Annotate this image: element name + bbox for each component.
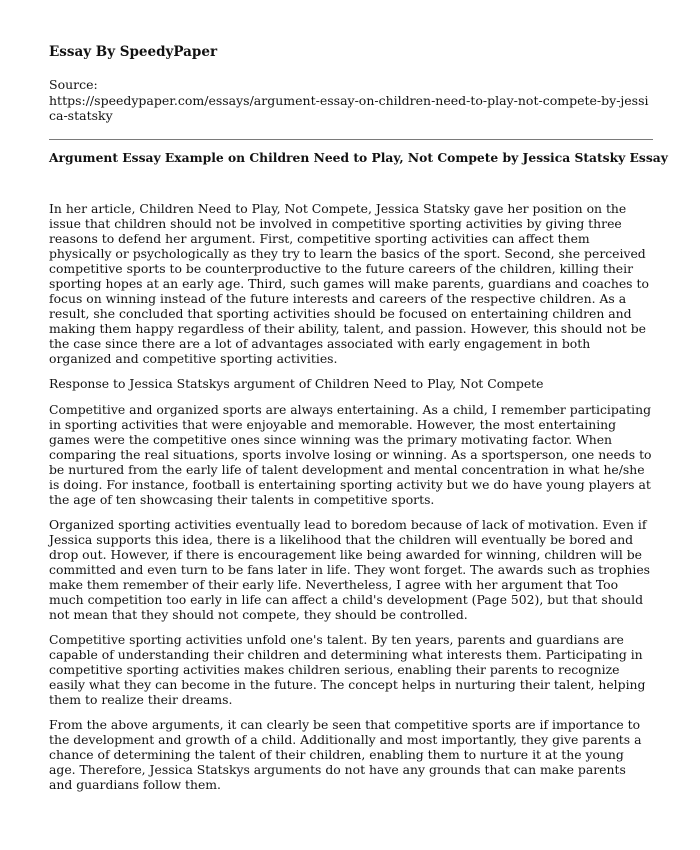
source-url[interactable]: https://speedypaper.com/essays/argument-essay-on-children-need-to-play-not-compete-by-jessica-statsky bbox=[49, 92, 649, 123]
document-header bbox=[49, 44, 653, 124]
brand-title: Essay By SpeedyPaper bbox=[49, 44, 218, 60]
paragraph-talent: Competitive sporting activities unfold one's talent. By ten years, parents and guardians are capable of understanding their children and determining what interests them. Participating in competitive sporting activities makes children serious, enabling their parents to recognize easily what they can become in the future. The concept helps in nurturing their talent, helping them to realize their dreams. bbox=[49, 632, 646, 707]
header-divider bbox=[49, 139, 653, 140]
essay-title: Argument Essay Example on Children Need to Play, Not Compete by Jessica Statsky Essay bbox=[49, 150, 668, 165]
paragraph-competitive-sports: Competitive and organized sports are always entertaining. As a child, I remember participating in sporting activities that were enjoyable and memorable. However, the most entertaining games were the competitive ones since winning was the primary motivating factor. When comparing the real situations, sports involve losing or winning. As a sportsperson, one needs to be nurtured from the early life of talent development and mental concentration in what he/she is doing. For instance, football is entertaining sporting activity but we do have young players at the age of ten showcasing their talents in competitive sports. bbox=[49, 402, 652, 507]
section-heading-response: Response to Jessica Statskys argument of Children Need to Play, Not Compete bbox=[49, 376, 544, 391]
source-label: Source: bbox=[49, 77, 98, 92]
paragraph-conclusion: From the above arguments, it can clearly be seen that competitive sports are if importance to the development and growth of a child. Additionally and most importantly, they give parents a chance of determining the talent of their children, enabling them to nurture it at the young age. Therefore, Jessica Statskys arguments do not have any grounds that can make parents and guardians follow them. bbox=[49, 717, 642, 792]
essay-body bbox=[49, 201, 653, 802]
paragraph-intro: In her article, Children Need to Play, Not Compete, Jessica Statsky gave her position on the issue that children should not be involved in competitive sporting activities by giving three reasons to defend her argument. First, competitive sporting activities can affect them physically or psychologically as they try to learn the basics of the sport. Second, she perceived competitive sports to be counterproductive to the future careers of the children, killing their sporting hopes at an early age. Third, such games will make parents, guardians and coaches to focus on winning instead of the future interests and careers of the respective children. As a result, she concluded that sporting activities should be focused on entertaining children and making them happy regardless of their ability, talent, and passion. However, this should not be the case since there are a lot of advantages associated with early engagement in both organized and competitive sporting activities. bbox=[49, 201, 649, 366]
paragraph-organized-sports: Organized sporting activities eventually lead to boredom because of lack of motivation. Even if Jessica supports this idea, there is a likelihood that the children will eventually be bored and drop out. However, if there is encouragement like being awarded for winning, children will be committed and even turn to be fans later in life. They wont forget. The awards such as trophies make them remember of their early life. Nevertheless, I agree with her argument that Too much competition too early in life can affect a child's development (Page 502), but that should not mean that they should not compete, they should be controlled. bbox=[49, 517, 651, 622]
